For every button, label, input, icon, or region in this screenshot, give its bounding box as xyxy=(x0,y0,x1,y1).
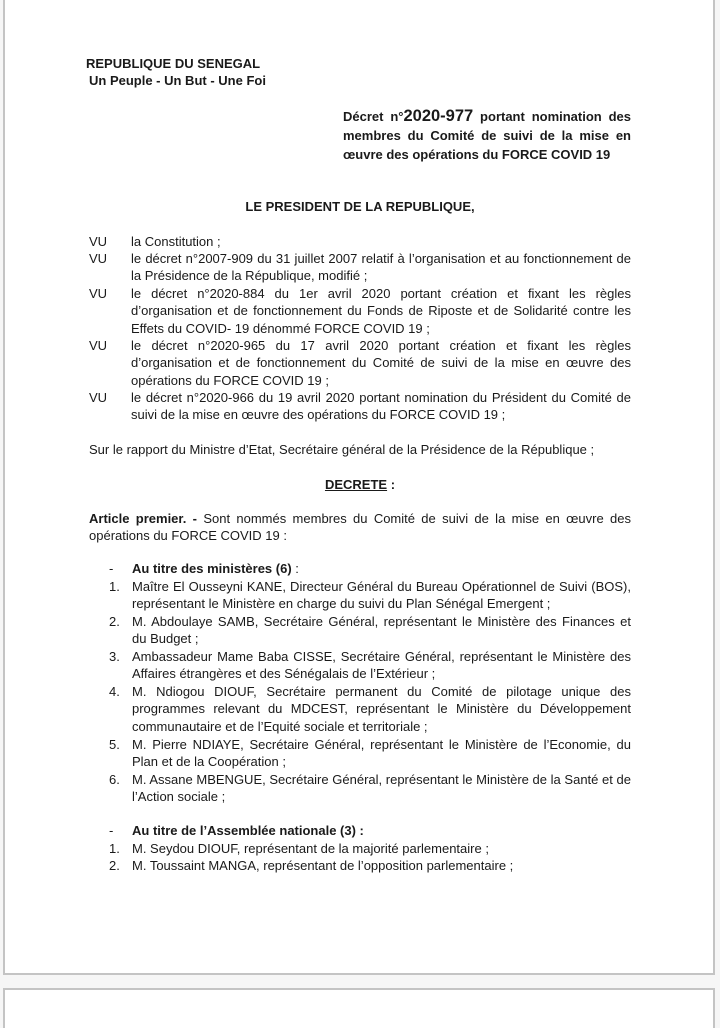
visa-text: le décret n°2020-966 du 19 avril 2020 portant nomination du Président du Comité de suivi de la mise en œuvre des opérations du FORCE COVID 19 ; xyxy=(131,390,631,423)
member-item xyxy=(109,613,631,648)
president-heading: LE PRESIDENT DE LA REPUBLIQUE, xyxy=(245,199,475,214)
member-text: M. Seydou DIOUF, représentant de la majorité parlementaire ; xyxy=(132,841,489,856)
country-header: REPUBLIQUE DU SENEGAL xyxy=(86,56,261,71)
rapport-line: Sur le rapport du Ministre d’Etat, Secrétaire général de la Présidence de la République ; xyxy=(89,442,595,457)
visa-label: VU xyxy=(89,286,108,301)
visa-text: la Constitution ; xyxy=(131,234,221,249)
visa-label: VU xyxy=(89,251,108,266)
decrete-word: DECRETE xyxy=(324,477,388,492)
member-number: 2. xyxy=(109,614,120,629)
visa-label: VU xyxy=(89,390,108,405)
member-item xyxy=(109,857,631,874)
member-item xyxy=(109,648,631,683)
section-heading-assemblee xyxy=(109,823,364,838)
visa-text: le décret n°2007-909 du 31 juillet 2007 relatif à l’organisation et au fonctionnement de la Présidence de la République, modifié ; xyxy=(131,251,631,284)
visa-text: le décret n°2020-965 du 17 avril 2020 portant création et fixant les règles d’organisation et de fonctionnement du Comité de suivi de la mise en œuvre des opérations du FORCE COVID 19 ; xyxy=(131,338,631,388)
member-number: 6. xyxy=(109,772,120,787)
member-item xyxy=(109,771,631,806)
member-text: M. Abdoulaye SAMB, Secrétaire Général, représentant le Ministère des Finances et du Budget ; xyxy=(132,614,631,647)
member-text: Maître El Ousseyni KANE, Directeur Général du Bureau Opérationnel de Suivi (BOS), représentant le Ministère en charge du suivi du Plan Sénégal Emergent ; xyxy=(132,579,631,612)
member-number: 1. xyxy=(109,579,120,594)
article-text: Sont nommés membres du Comité de suivi de la mise en œuvre des opérations du FORCE COVID 19 : xyxy=(89,511,631,544)
member-item xyxy=(109,683,631,735)
visa-item xyxy=(89,389,631,424)
decree-title-rest: portant nomination des membres du Comité de suivi de la mise en œuvre des opérations du FORCE COVID 19 xyxy=(343,109,631,163)
member-item xyxy=(109,840,631,857)
national-motto: Un Peuple - Un But - Une Foi xyxy=(89,73,266,88)
member-number: 4. xyxy=(109,684,120,699)
visa-item xyxy=(89,233,631,250)
member-number: 3. xyxy=(109,649,120,664)
visa-text: le décret n°2020-884 du 1er avril 2020 portant création et fixant les règles d’organisation et de fonctionnement du Fonds de Riposte et de Solidarité contre les Effets du COVID- 19 dénommé FORCE COVID 19 ; xyxy=(131,286,631,336)
visa-label: VU xyxy=(89,338,108,353)
member-text: M. Pierre NDIAYE, Secrétaire Général, représentant le Ministère de l’Economie, du Plan et de la Coopération ; xyxy=(132,737,631,770)
article-premier xyxy=(89,510,631,545)
dash-bullet: - xyxy=(109,823,114,838)
decree-title-prefix: Décret n° xyxy=(343,109,404,124)
member-text: M. Assane MBENGUE, Secrétaire Général, représentant le Ministère de la Santé et de l’Action sociale ; xyxy=(132,772,631,805)
section-title: Au titre des ministères (6) xyxy=(132,561,292,576)
dash-bullet: - xyxy=(109,561,114,576)
member-number: 1. xyxy=(109,841,120,856)
decrete-heading: DECRETE : xyxy=(324,477,396,492)
visa-label: VU xyxy=(89,234,108,249)
member-item xyxy=(109,578,631,613)
member-text: M. Ndiogou DIOUF, Secrétaire permanent du Comité de pilotage unique des programmes relevant du MDCEST, représentant le Ministère du Développement communautaire et de l’Equité sociale et territoriale ; xyxy=(132,684,631,734)
decree-number: 2020-977 xyxy=(403,107,474,125)
member-number: 2. xyxy=(109,858,120,873)
visa-item xyxy=(89,250,631,285)
visa-item xyxy=(89,285,631,337)
visa-item xyxy=(89,337,631,389)
article-label: Article premier. - xyxy=(89,511,198,526)
section-heading-ministeres: - Au titre des ministères (6) : xyxy=(109,561,299,576)
member-item xyxy=(109,736,631,771)
member-text: Ambassadeur Mame Baba CISSE, Secrétaire Général, représentant le Ministère des Affaires étrangères et des Sénégalais de l’Extérieur ; xyxy=(132,649,631,682)
member-number: 5. xyxy=(109,737,120,752)
document-page-2 xyxy=(3,988,715,1028)
decree-title xyxy=(343,107,631,165)
member-text: M. Toussaint MANGA, représentant de l’opposition parlementaire ; xyxy=(132,858,514,873)
section-title: Au titre de l’Assemblée nationale (3) : xyxy=(132,823,364,838)
